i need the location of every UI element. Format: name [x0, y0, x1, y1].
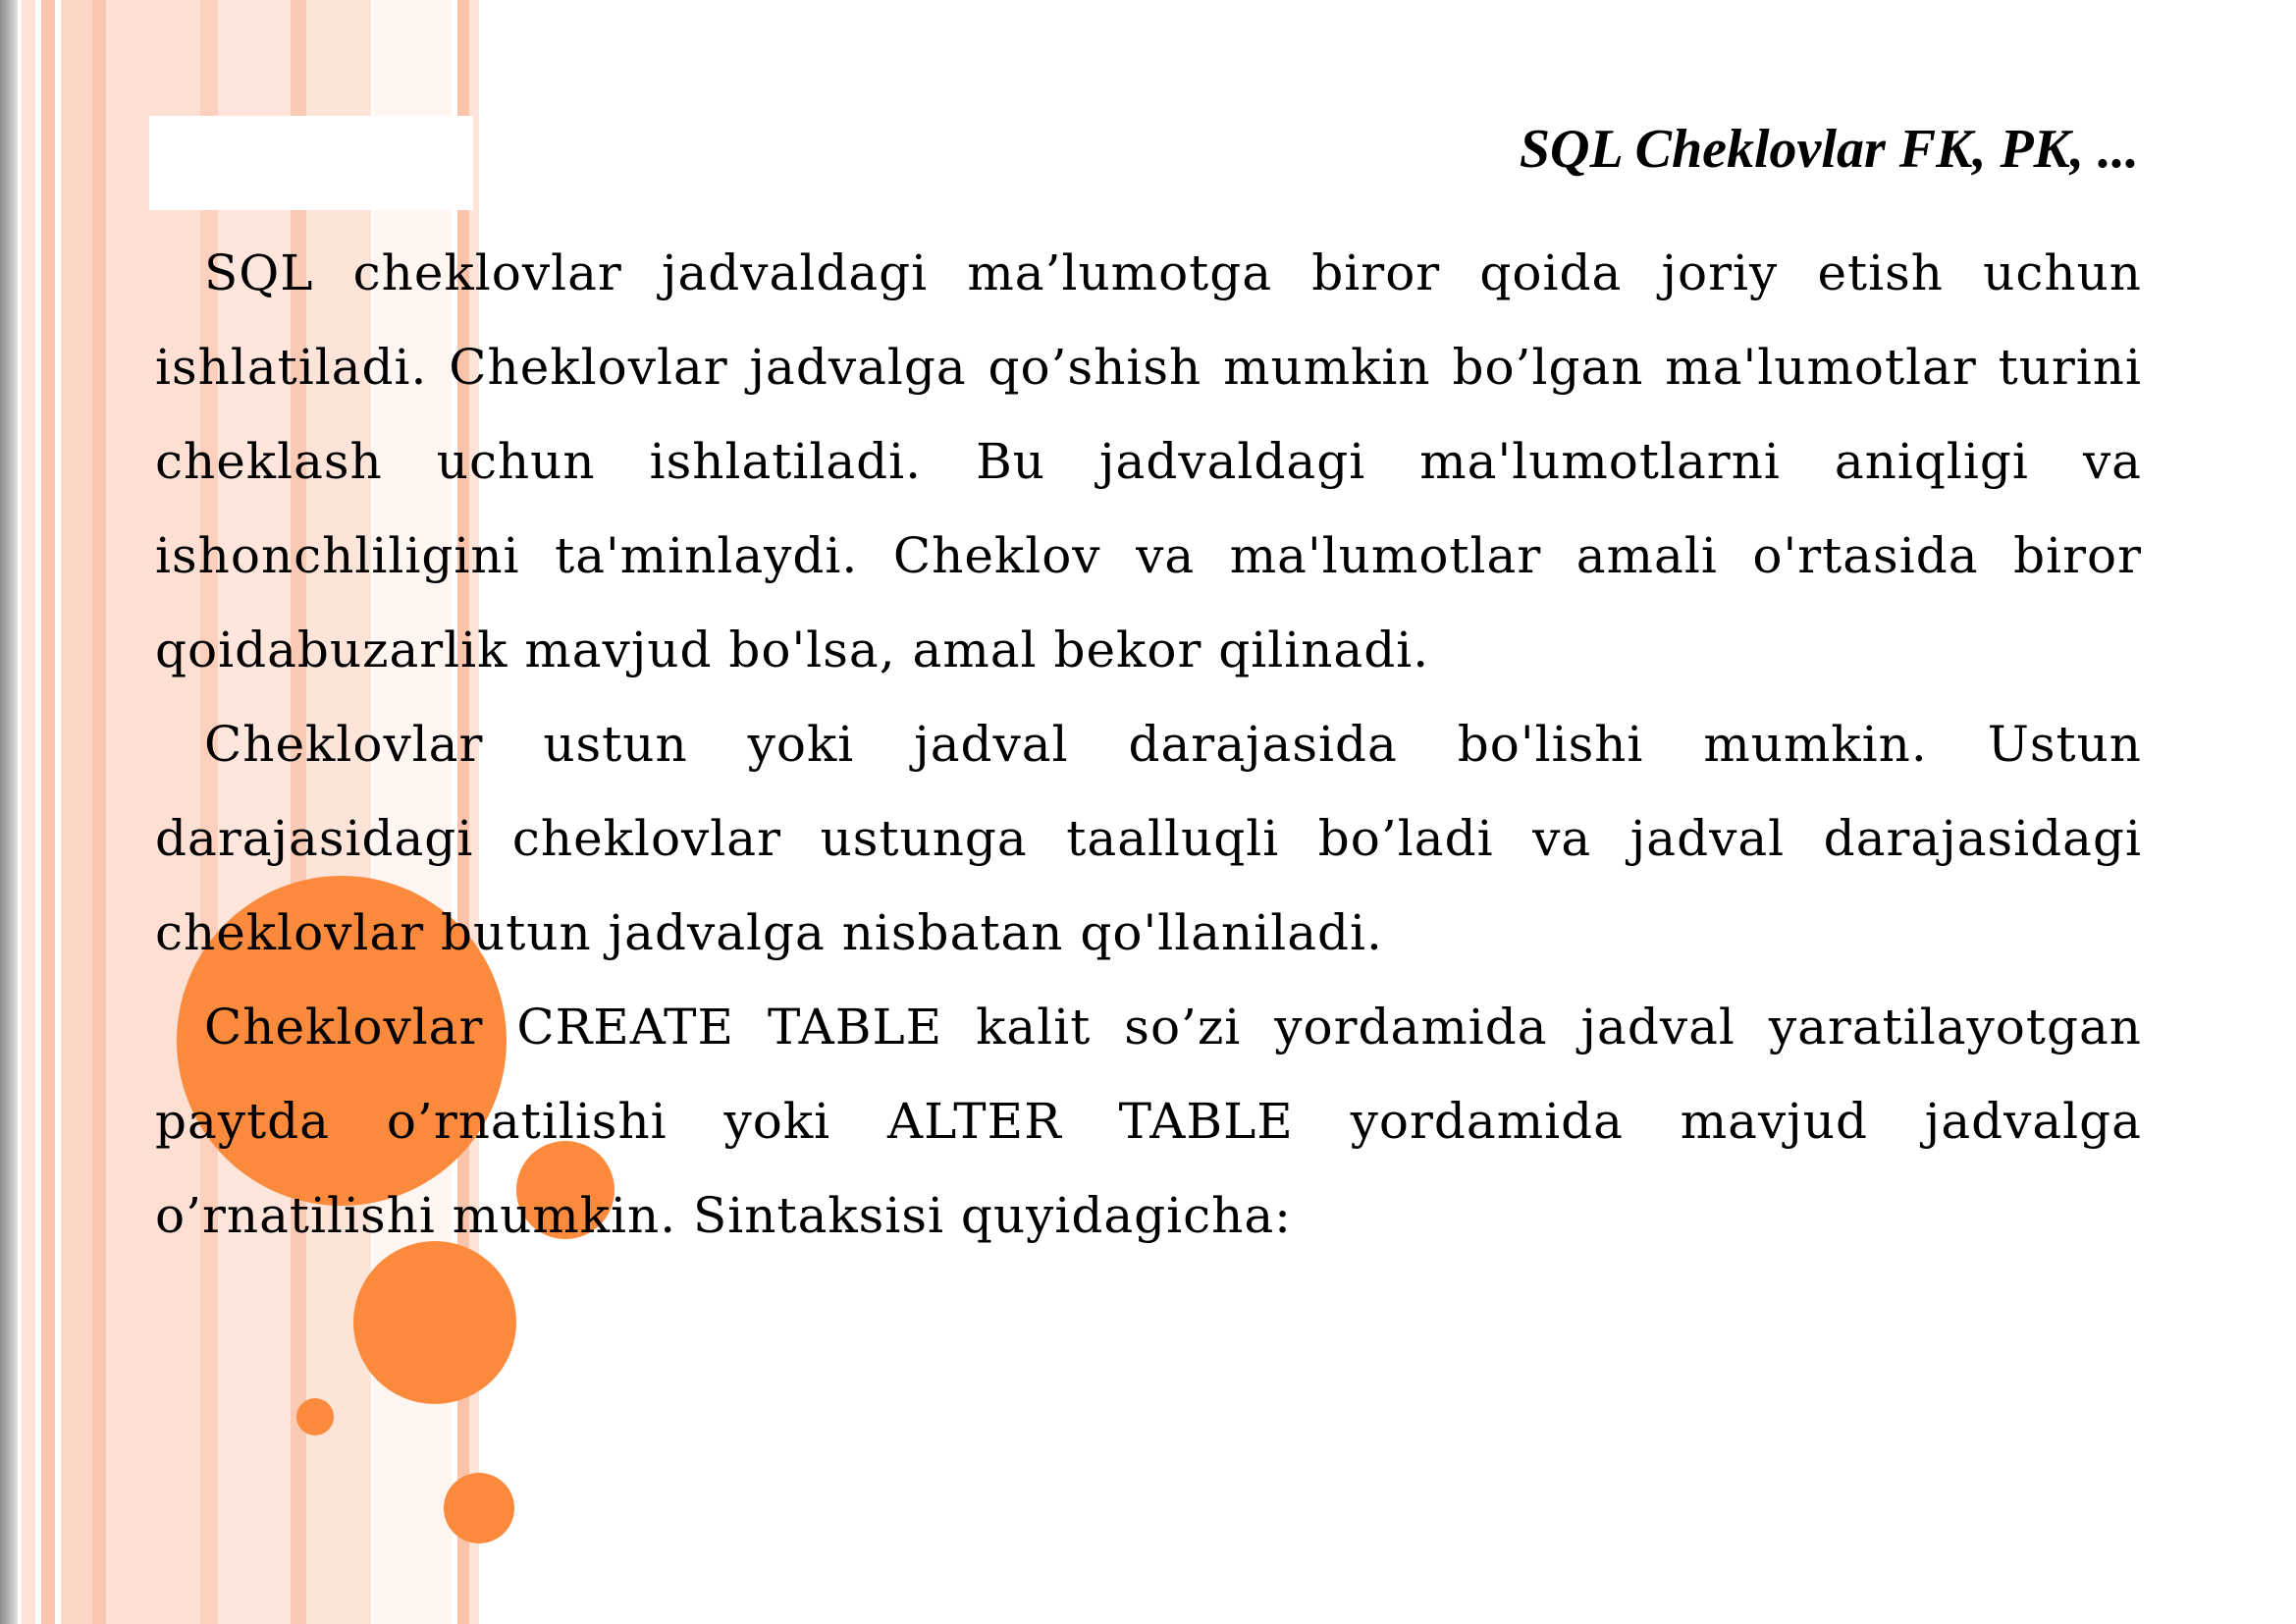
- decor-circle-medium: [353, 1241, 516, 1404]
- body-paragraph: SQL cheklovlar jadvaldagi ma’lumotga biror qoida joriy etish uchun ishlatiladi. Cheklovlar jadvalga qo’shish mumkin bo’lgan ma'lumotlar turini cheklash uchun ishlatiladi. Bu jadvaldagi ma'lumotlarni aniqligi va ishonchliligini ta'minlaydi. Cheklov va ma'lumotlar amali o'rtasida biror qoidabuzarlik mavjud bo'lsa, amal bekor qilinadi.: [155, 244, 2142, 678]
- body-paragraph: Cheklovlar ustun yoki jadval darajasida bo'lishi mumkin. Ustun darajasidagi cheklovlar ustunga taalluqli bo’ladi va jadval darajasidagi cheklovlar butun jadvalga nisbatan qo'llaniladi.: [155, 716, 2142, 961]
- decor-stripe: [22, 0, 35, 1624]
- slide-title: SQL Cheklovlar FK, PK, ...: [1519, 119, 2139, 180]
- decor-stripe: [92, 0, 106, 1624]
- left-edge-strip: [0, 0, 18, 1624]
- slide-body: [155, 226, 2142, 1263]
- body-paragraph: Cheklovlar CREATE TABLE kalit so’zi yordamida jadval yaratilayotgan paytda o’rnatilishi yoki ALTER TABLE yordamida mavjud jadvalga o’rnatilishi mumkin. Sintaksisi quyidagicha:: [155, 999, 2142, 1244]
- decor-circle-tiny: [296, 1398, 334, 1435]
- title-placeholder-box: [149, 116, 473, 210]
- decor-circle-small: [444, 1473, 514, 1543]
- decor-stripe: [41, 0, 55, 1624]
- decor-stripe: [61, 0, 92, 1624]
